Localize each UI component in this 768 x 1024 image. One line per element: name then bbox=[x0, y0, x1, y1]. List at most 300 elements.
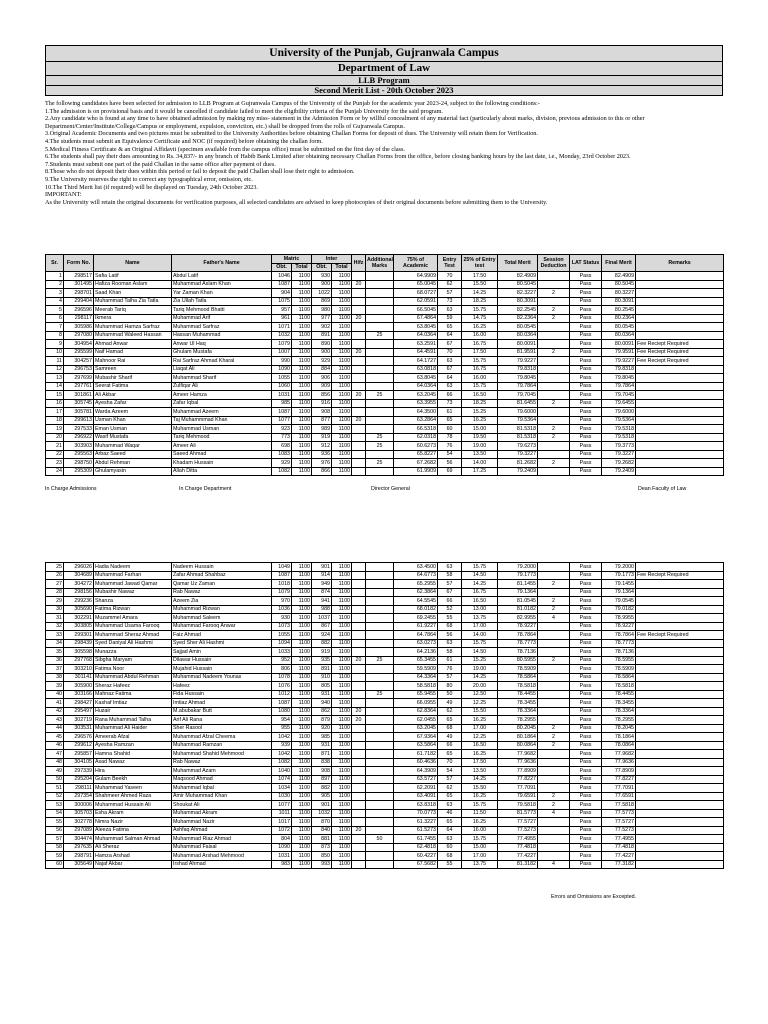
cell-i-total: 1100 bbox=[332, 391, 352, 400]
cell-m-obt: 1071 bbox=[272, 323, 292, 332]
cell-additional bbox=[366, 741, 394, 750]
cell-entry-25: 15.75 bbox=[462, 835, 498, 844]
cell-final-merit: 79.1773 bbox=[602, 571, 636, 580]
cell-remarks bbox=[636, 374, 724, 383]
cell-lat-status: Pass bbox=[570, 331, 602, 340]
cell-additional bbox=[366, 605, 394, 614]
cell-m-obt: 1042 bbox=[272, 750, 292, 759]
cell-entry-test: 65 bbox=[438, 416, 462, 425]
cell-m-total: 1100 bbox=[292, 707, 312, 716]
cell-hifz bbox=[352, 614, 366, 623]
cell-final-merit: 79.5318 bbox=[602, 433, 636, 442]
cell-name: Muhammad Waleed Hassan bbox=[94, 331, 172, 340]
cell-form-no: 298156 bbox=[64, 588, 94, 597]
cell-lat-status: Pass bbox=[570, 597, 602, 606]
cell-name: Sibgha Maryam bbox=[94, 656, 172, 665]
cell-name: Aleeza Fatima bbox=[94, 826, 172, 835]
cell-academic: 64.4591 bbox=[394, 348, 438, 357]
cell-academic: 60.4636 bbox=[394, 758, 438, 767]
cell-form-no: 305649 bbox=[64, 860, 94, 869]
cell-remarks bbox=[636, 826, 724, 835]
cell-lat-status: Pass bbox=[570, 843, 602, 852]
cell-remarks bbox=[636, 673, 724, 682]
cell-academic: 68.0182 bbox=[394, 605, 438, 614]
cell-form-no: 301861 bbox=[64, 391, 94, 400]
cell-entry-test: 57 bbox=[438, 580, 462, 589]
cell-i-obt: 900 bbox=[312, 280, 332, 289]
cell-total-merit: 78.7864 bbox=[498, 631, 538, 640]
cell-lat-status: Pass bbox=[570, 775, 602, 784]
cell-form-no: 304272 bbox=[64, 580, 94, 589]
cell-entry-25: 16.75 bbox=[462, 365, 498, 374]
cell-academic: 64.3364 bbox=[394, 673, 438, 682]
cell-session-deduction: 2 bbox=[538, 801, 570, 810]
table-row bbox=[46, 682, 724, 691]
cell-m-total: 1100 bbox=[292, 665, 312, 674]
cell-entry-25: 15.50 bbox=[462, 280, 498, 289]
cell-additional bbox=[366, 665, 394, 674]
cell-sr: 36 bbox=[46, 656, 64, 665]
cell-m-obt: 804 bbox=[272, 835, 292, 844]
cell-form-no: 300006 bbox=[64, 801, 94, 810]
cell-hifz bbox=[352, 801, 366, 810]
cell-name: Esha Akram bbox=[94, 809, 172, 818]
cell-session-deduction bbox=[538, 639, 570, 648]
cell-final-merit: 79.7864 bbox=[602, 382, 636, 391]
table-row bbox=[46, 331, 724, 340]
cell-father: Muhammad Akram bbox=[172, 809, 272, 818]
cell-entry-test: 69 bbox=[438, 467, 462, 476]
table-row bbox=[46, 665, 724, 674]
cell-final-merit: 78.9227 bbox=[602, 622, 636, 631]
col-father-name: Father's Name bbox=[172, 255, 272, 272]
cell-remarks bbox=[636, 459, 724, 468]
cell-entry-test: 65 bbox=[438, 818, 462, 827]
cell-academic: 67.2682 bbox=[394, 459, 438, 468]
table-row bbox=[46, 442, 724, 451]
cell-m-obt: 1094 bbox=[272, 639, 292, 648]
cell-i-obt: 914 bbox=[312, 571, 332, 580]
cell-name: Ali Sheraz bbox=[94, 843, 172, 852]
cell-additional bbox=[366, 639, 394, 648]
table-row bbox=[46, 699, 724, 708]
cell-i-total: 1100 bbox=[332, 758, 352, 767]
cell-form-no: 303531 bbox=[64, 724, 94, 733]
table-row bbox=[46, 272, 724, 281]
cell-session-deduction: 2 bbox=[538, 605, 570, 614]
cell-academic: 65.2955 bbox=[394, 580, 438, 589]
cell-i-total: 1100 bbox=[332, 459, 352, 468]
cell-m-obt: 929 bbox=[272, 459, 292, 468]
cell-hifz bbox=[352, 690, 366, 699]
cell-total-merit: 81.1455 bbox=[498, 580, 538, 589]
table-row bbox=[46, 724, 724, 733]
cell-m-obt: 930 bbox=[272, 614, 292, 623]
cell-lat-status: Pass bbox=[570, 733, 602, 742]
cell-additional: 25 bbox=[366, 656, 394, 665]
cell-m-total: 1100 bbox=[292, 425, 312, 434]
cell-i-obt: 879 bbox=[312, 716, 332, 725]
cell-i-obt: 891 bbox=[312, 665, 332, 674]
cell-entry-test: 55 bbox=[438, 860, 462, 869]
table-row bbox=[46, 775, 724, 784]
cell-m-obt: 1034 bbox=[272, 784, 292, 793]
cell-session-deduction: 2 bbox=[538, 580, 570, 589]
cell-i-obt: 936 bbox=[312, 450, 332, 459]
cell-remarks bbox=[636, 416, 724, 425]
cell-i-obt: 930 bbox=[312, 272, 332, 281]
cell-academic: 61.9227 bbox=[394, 622, 438, 631]
cell-name: Seerat Fatima bbox=[94, 382, 172, 391]
cell-i-total: 1100 bbox=[332, 433, 352, 442]
cell-sr: 16 bbox=[46, 399, 64, 408]
cell-additional bbox=[366, 648, 394, 657]
cell-sr: 46 bbox=[46, 741, 64, 750]
cell-final-merit: 79.2409 bbox=[602, 467, 636, 476]
cell-entry-25: 16.25 bbox=[462, 750, 498, 759]
cell-m-total: 1100 bbox=[292, 750, 312, 759]
university-title: University of the Punjab, Gujranwala Campus bbox=[46, 46, 722, 62]
cell-name: Warda Azeem bbox=[94, 408, 172, 417]
cell-form-no: 297635 bbox=[64, 843, 94, 852]
cell-session-deduction: 4 bbox=[538, 614, 570, 623]
cell-lat-status: Pass bbox=[570, 792, 602, 801]
cell-final-merit: 80.0091 bbox=[602, 340, 636, 349]
cell-lat-status: Pass bbox=[570, 348, 602, 357]
cell-i-obt: 884 bbox=[312, 365, 332, 374]
cell-name: Mahnaz Fatima bbox=[94, 690, 172, 699]
cell-sr: 21 bbox=[46, 442, 64, 451]
cell-remarks bbox=[636, 852, 724, 861]
cell-entry-test: 46 bbox=[438, 809, 462, 818]
table-row bbox=[46, 843, 724, 852]
cell-entry-test: 62 bbox=[438, 280, 462, 289]
cell-name: Wasif Mustafa bbox=[94, 433, 172, 442]
condition-paragraph: The following candidates have been selected for admission to LLB Program at Gujranwala Campus of the University of the Punjab for the academic year 2023-24, subject to the following conditions:- bbox=[45, 100, 540, 107]
cell-hifz bbox=[352, 631, 366, 640]
cell-lat-status: Pass bbox=[570, 750, 602, 759]
cell-father: Qamar Uz Zaman bbox=[172, 580, 272, 589]
cell-m-total: 1100 bbox=[292, 784, 312, 793]
cell-session-deduction bbox=[538, 323, 570, 332]
table-row bbox=[46, 622, 724, 631]
cell-remarks bbox=[636, 716, 724, 725]
cell-form-no: 298701 bbox=[64, 289, 94, 298]
cell-m-obt: 970 bbox=[272, 597, 292, 606]
cell-entry-25: 16.00 bbox=[462, 374, 498, 383]
cell-total-merit: 79.6591 bbox=[498, 792, 538, 801]
cell-m-total: 1100 bbox=[292, 843, 312, 852]
cell-entry-test: 70 bbox=[438, 758, 462, 767]
cell-academic: 64.5545 bbox=[394, 597, 438, 606]
cell-m-total: 1100 bbox=[292, 467, 312, 476]
cell-hifz bbox=[352, 733, 366, 742]
cell-i-total: 1100 bbox=[332, 639, 352, 648]
cell-final-merit: 79.9227 bbox=[602, 357, 636, 366]
cell-total-merit: 78.5864 bbox=[498, 673, 538, 682]
cell-lat-status: Pass bbox=[570, 571, 602, 580]
table-row bbox=[46, 588, 724, 597]
table-row bbox=[46, 733, 724, 742]
cell-m-obt: 952 bbox=[272, 656, 292, 665]
cell-hifz bbox=[352, 860, 366, 869]
cell-sr: 55 bbox=[46, 818, 64, 827]
cell-remarks bbox=[636, 614, 724, 623]
cell-father: Sajjad Amin bbox=[172, 648, 272, 657]
cell-entry-25: 16.25 bbox=[462, 716, 498, 725]
cell-final-merit: 78.7864 bbox=[602, 631, 636, 640]
cell-entry-25: 14.25 bbox=[462, 580, 498, 589]
cell-session-deduction bbox=[538, 588, 570, 597]
cell-i-obt: 838 bbox=[312, 758, 332, 767]
cell-i-total: 1100 bbox=[332, 306, 352, 315]
cell-form-no: 302291 bbox=[64, 614, 94, 623]
cell-sr: 53 bbox=[46, 801, 64, 810]
cell-final-merit: 78.1864 bbox=[602, 733, 636, 742]
cell-total-merit: 80.3091 bbox=[498, 297, 538, 306]
cell-i-obt: 1022 bbox=[312, 289, 332, 298]
cell-additional bbox=[366, 348, 394, 357]
cell-form-no: 298439 bbox=[64, 639, 94, 648]
cell-form-no: 298427 bbox=[64, 699, 94, 708]
cell-hifz bbox=[352, 724, 366, 733]
cell-additional bbox=[366, 860, 394, 869]
cell-form-no: 297533 bbox=[64, 425, 94, 434]
cell-entry-test: 62 bbox=[438, 707, 462, 716]
cell-father: Nadeem Hussain bbox=[172, 563, 272, 572]
cell-m-obt: 1090 bbox=[272, 365, 292, 374]
cell-lat-status: Pass bbox=[570, 648, 602, 657]
cell-m-obt: 773 bbox=[272, 433, 292, 442]
col-inter-total: Total bbox=[332, 263, 352, 272]
cell-entry-25: 16.25 bbox=[462, 323, 498, 332]
cell-additional bbox=[366, 408, 394, 417]
table-row bbox=[46, 563, 724, 572]
table-row bbox=[46, 639, 724, 648]
cell-session-deduction bbox=[538, 563, 570, 572]
cell-total-merit: 79.6273 bbox=[498, 442, 538, 451]
cell-m-obt: 983 bbox=[272, 860, 292, 869]
program-title: LLB Program bbox=[46, 76, 722, 86]
cell-lat-status: Pass bbox=[570, 280, 602, 289]
cell-m-obt: 1017 bbox=[272, 818, 292, 827]
cell-father: Liaqat Ali bbox=[172, 365, 272, 374]
signature-department: In Charge Department bbox=[179, 486, 232, 492]
cell-i-total: 1100 bbox=[332, 563, 352, 572]
cell-name: Hamna Shahid bbox=[94, 750, 172, 759]
cell-final-merit: 77.4227 bbox=[602, 852, 636, 861]
cell-form-no: 303166 bbox=[64, 690, 94, 699]
cell-additional bbox=[366, 374, 394, 383]
cell-academic: 61.7182 bbox=[394, 750, 438, 759]
table-row bbox=[46, 306, 724, 315]
cell-m-total: 1100 bbox=[292, 835, 312, 844]
cell-i-obt: 881 bbox=[312, 835, 332, 844]
cell-remarks bbox=[636, 331, 724, 340]
cell-remarks bbox=[636, 750, 724, 759]
cell-remarks bbox=[636, 588, 724, 597]
cell-entry-test: 50 bbox=[438, 690, 462, 699]
cell-father: Anwar Ul Haq bbox=[172, 340, 272, 349]
cell-session-deduction bbox=[538, 648, 570, 657]
cell-i-total: 1100 bbox=[332, 809, 352, 818]
cell-entry-25: 15.75 bbox=[462, 639, 498, 648]
condition-paragraph: 7.Students must submit one part of the paid Challan in the same office after payment of dues. bbox=[45, 160, 276, 168]
cell-m-total: 1100 bbox=[292, 442, 312, 451]
cell-entry-25: 15.75 bbox=[462, 382, 498, 391]
cell-m-total: 1100 bbox=[292, 272, 312, 281]
cell-sr: 33 bbox=[46, 631, 64, 640]
cell-i-total: 1100 bbox=[332, 571, 352, 580]
cell-lat-status: Pass bbox=[570, 340, 602, 349]
cell-m-obt: 1031 bbox=[272, 852, 292, 861]
cell-total-merit: 80.5955 bbox=[498, 656, 538, 665]
cell-entry-test: 57 bbox=[438, 673, 462, 682]
condition-paragraph: 6.The students shall pay their dues amounting to Rs. 34,837/- in any branch of Habib Bank Limited after obtaining necessary Challan Forms from the office, before closing banking hours by the last date, i.e., Monday, 23rd October 2023. bbox=[45, 153, 631, 161]
cell-final-merit: 79.2000 bbox=[602, 563, 636, 572]
cell-m-obt: 1087 bbox=[272, 699, 292, 708]
cell-remarks bbox=[636, 690, 724, 699]
cell-m-total: 1100 bbox=[292, 673, 312, 682]
cell-father: Syed Sher Ali Hashmi bbox=[172, 639, 272, 648]
cell-session-deduction bbox=[538, 665, 570, 674]
cell-academic: 66.5318 bbox=[394, 425, 438, 434]
cell-m-total: 1100 bbox=[292, 563, 312, 572]
cell-lat-status: Pass bbox=[570, 459, 602, 468]
cell-entry-test: 56 bbox=[438, 459, 462, 468]
cell-m-obt: 1074 bbox=[272, 775, 292, 784]
cell-lat-status: Pass bbox=[570, 665, 602, 674]
table-row bbox=[46, 631, 724, 640]
cell-additional bbox=[366, 784, 394, 793]
merit-table-part-2 bbox=[45, 562, 724, 869]
table-row bbox=[46, 767, 724, 776]
cell-i-total: 1100 bbox=[332, 801, 352, 810]
cell-remarks bbox=[636, 665, 724, 674]
cell-i-obt: 1037 bbox=[312, 614, 332, 623]
cell-father: Ameer Ali bbox=[172, 442, 272, 451]
cell-remarks bbox=[636, 408, 724, 417]
table-row bbox=[46, 323, 724, 332]
cell-session-deduction bbox=[538, 758, 570, 767]
cell-hifz: 20 bbox=[352, 716, 366, 725]
cell-additional bbox=[366, 297, 394, 306]
cell-academic: 68.0727 bbox=[394, 289, 438, 298]
cell-sr: 8 bbox=[46, 331, 64, 340]
cell-m-total: 1100 bbox=[292, 416, 312, 425]
cell-additional bbox=[366, 563, 394, 572]
cell-total-merit: 80.2045 bbox=[498, 724, 538, 733]
cell-additional bbox=[366, 724, 394, 733]
cell-father: Allah Ditta bbox=[172, 467, 272, 476]
cell-m-obt: 1073 bbox=[272, 622, 292, 631]
cell-final-merit: 79.8318 bbox=[602, 365, 636, 374]
cell-name: Eman Usman bbox=[94, 425, 172, 434]
col-name: Name bbox=[94, 255, 172, 272]
cell-i-obt: 908 bbox=[312, 408, 332, 417]
cell-m-obt: 1079 bbox=[272, 588, 292, 597]
cell-final-merit: 79.8045 bbox=[602, 374, 636, 383]
cell-total-merit: 82.9955 bbox=[498, 614, 538, 623]
cell-entry-25: 14.25 bbox=[462, 289, 498, 298]
cell-sr: 11 bbox=[46, 357, 64, 366]
cell-total-merit: 77.8227 bbox=[498, 775, 538, 784]
cell-entry-test: 58 bbox=[438, 571, 462, 580]
cell-session-deduction: 2 bbox=[538, 459, 570, 468]
cell-entry-test: 64 bbox=[438, 331, 462, 340]
cell-m-obt: 1049 bbox=[272, 563, 292, 572]
cell-i-obt: 931 bbox=[312, 690, 332, 699]
cell-total-merit: 80.0364 bbox=[498, 331, 538, 340]
cell-m-total: 1100 bbox=[292, 758, 312, 767]
cell-entry-25: 15.75 bbox=[462, 801, 498, 810]
cell-lat-status: Pass bbox=[570, 860, 602, 869]
cell-total-merit: 79.1364 bbox=[498, 588, 538, 597]
cell-session-deduction bbox=[538, 682, 570, 691]
cell-sr: 28 bbox=[46, 588, 64, 597]
table-row bbox=[46, 860, 724, 869]
cell-m-total: 1100 bbox=[292, 818, 312, 827]
cell-i-total: 1100 bbox=[332, 682, 352, 691]
cell-m-total: 1100 bbox=[292, 792, 312, 801]
cell-final-merit: 79.1455 bbox=[602, 580, 636, 589]
cell-father: Muhammad Azam bbox=[172, 767, 272, 776]
cell-lat-status: Pass bbox=[570, 784, 602, 793]
cell-father: Muhammad Ramzan bbox=[172, 741, 272, 750]
cell-form-no: 301141 bbox=[64, 673, 94, 682]
cell-m-total: 1100 bbox=[292, 391, 312, 400]
cell-entry-test: 66 bbox=[438, 597, 462, 606]
cell-entry-25: 15.50 bbox=[462, 707, 498, 716]
cell-total-merit: 81.0182 bbox=[498, 605, 538, 614]
cell-remarks: Fee Reciept Required bbox=[636, 357, 724, 366]
cell-lat-status: Pass bbox=[570, 656, 602, 665]
cell-hifz bbox=[352, 784, 366, 793]
cell-hifz bbox=[352, 323, 366, 332]
cell-entry-25: 13.75 bbox=[462, 614, 498, 623]
cell-m-total: 1100 bbox=[292, 656, 312, 665]
col-matric: Matric bbox=[272, 255, 312, 264]
cell-i-obt: 916 bbox=[312, 399, 332, 408]
cell-father: Rai Sarfraz Ahmad Kharal bbox=[172, 357, 272, 366]
cell-form-no: 299404 bbox=[64, 297, 94, 306]
cell-additional bbox=[366, 588, 394, 597]
cell-entry-test: 64 bbox=[438, 374, 462, 383]
cell-academic: 61.3227 bbox=[394, 818, 438, 827]
cell-i-obt: 993 bbox=[312, 860, 332, 869]
cell-session-deduction: 2 bbox=[538, 741, 570, 750]
cell-father: Muhammad Nazir bbox=[172, 818, 272, 827]
cell-i-obt: 866 bbox=[312, 467, 332, 476]
cell-m-total: 1100 bbox=[292, 571, 312, 580]
cell-sr: 26 bbox=[46, 571, 64, 580]
cell-remarks bbox=[636, 280, 724, 289]
cell-remarks bbox=[636, 775, 724, 784]
cell-m-total: 1100 bbox=[292, 314, 312, 323]
col-hifz: Hifz bbox=[352, 255, 366, 272]
cell-session-deduction bbox=[538, 297, 570, 306]
cell-name: Muhammad Sheraz Ahmad bbox=[94, 631, 172, 640]
table-row bbox=[46, 707, 724, 716]
cell-i-obt: 900 bbox=[312, 348, 332, 357]
condition-paragraph: 8.Those who do not deposit their dues within this period or fail to deposit the paid Challan shall lose their right to admission. bbox=[45, 168, 355, 176]
cell-father: Ghulam Mustafa bbox=[172, 348, 272, 357]
cell-entry-test: 56 bbox=[438, 631, 462, 640]
cell-i-obt: 882 bbox=[312, 784, 332, 793]
cell-total-merit: 82.2364 bbox=[498, 314, 538, 323]
cell-form-no: 296922 bbox=[64, 433, 94, 442]
cell-remarks bbox=[636, 314, 724, 323]
